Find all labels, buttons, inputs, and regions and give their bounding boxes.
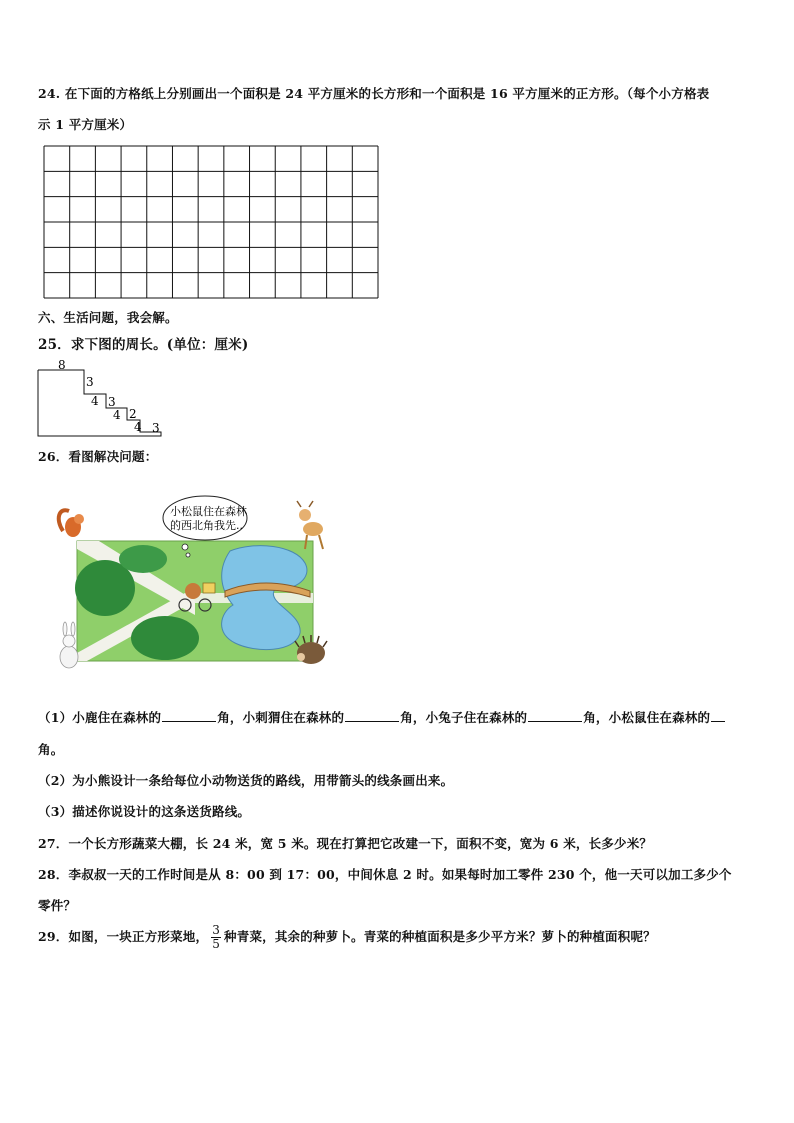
q28-line1: 28．李叔叔一天的工作时间是从 8：00 到 17：00，中间休息 2 时。如果每时加工零件 230 个，他一天可以加工多少个 xyxy=(38,867,732,882)
q29-post: 种青菜，其余的种萝卜。青菜的种植面积是多少平方米？萝卜的种植面积呢？ xyxy=(224,929,656,944)
q26-sub1-end: 角。 xyxy=(38,742,64,757)
fraction-numerator: 3 xyxy=(212,923,221,937)
q26-text: 26．看图解决问题： xyxy=(38,449,158,464)
sub1-part: 角，小松鼠住在森林的 xyxy=(583,710,711,725)
staircase-outline xyxy=(38,370,161,436)
q29-text xyxy=(38,924,656,951)
squirrel-icon xyxy=(59,510,84,537)
fraction-denominator: 5 xyxy=(212,937,221,951)
q26-sub1 xyxy=(38,708,726,726)
q26-sub2: （2）为小熊设计一条给每位小动物送货的路线，用带箭头的线条画出来。 xyxy=(38,773,454,788)
tree-clump-north xyxy=(119,545,167,573)
q27-text: 27．一个长方形蔬菜大棚，长 24 米，宽 5 米。现在打算把它改建一下，面积不变，宽为 6 米，长多少米？ xyxy=(38,836,653,851)
sub1-part: 角，小刺猬住在森林的 xyxy=(217,710,345,725)
rabbit-icon xyxy=(60,622,78,668)
dim-label: 3 xyxy=(86,375,94,389)
q25-text: 25．求下图的周长。(单位：厘米) xyxy=(38,337,249,353)
dim-label: 3 xyxy=(152,421,160,435)
answer-blank-squirrel[interactable] xyxy=(711,709,725,722)
delivery-box-icon xyxy=(203,583,215,593)
fraction xyxy=(211,924,221,951)
q28-line2: 零件？ xyxy=(38,898,77,913)
q29-pre: 29．如图，一块正方形菜地， xyxy=(38,929,209,944)
dim-label: 2 xyxy=(129,407,137,421)
section-title: 六、生活问题，我会解。 xyxy=(38,310,178,325)
q24-line2: 示 1 平方厘米） xyxy=(38,117,133,132)
speech-text-line2: 的西北角我先.. xyxy=(170,519,243,532)
thought-dot xyxy=(186,553,190,557)
answer-blank-deer[interactable] xyxy=(162,709,216,722)
forest-map-illustration xyxy=(55,493,335,675)
q26-sub3: （3）描述你说设计的这条送货路线。 xyxy=(38,804,251,819)
tree-clump-south xyxy=(131,616,199,660)
dim-label: 4 xyxy=(134,420,142,434)
speech-text-line1: 小松鼠住在森林 xyxy=(170,505,247,518)
bear-icon xyxy=(185,583,201,599)
q24-line1: 24. 在下面的方格纸上分别画出一个面积是 24 平方厘米的长方形和一个面积是 16 平方厘米的正方形。（每个小方格表 xyxy=(38,86,710,101)
square-grid-paper[interactable] xyxy=(43,145,379,299)
answer-blank-hedgehog[interactable] xyxy=(345,709,399,722)
dim-label: 4 xyxy=(113,408,121,422)
sub1-part: （1）小鹿住在森林的 xyxy=(38,710,162,725)
thought-dot xyxy=(182,544,188,550)
sub1-part: 角，小兔子住在森林的 xyxy=(400,710,528,725)
answer-blank-rabbit[interactable] xyxy=(528,709,582,722)
dim-label: 4 xyxy=(91,394,99,408)
dim-label: 3 xyxy=(108,395,116,409)
speech-bubble xyxy=(163,496,247,540)
dim-label: 8 xyxy=(58,358,66,372)
staircase-figure xyxy=(36,358,176,440)
